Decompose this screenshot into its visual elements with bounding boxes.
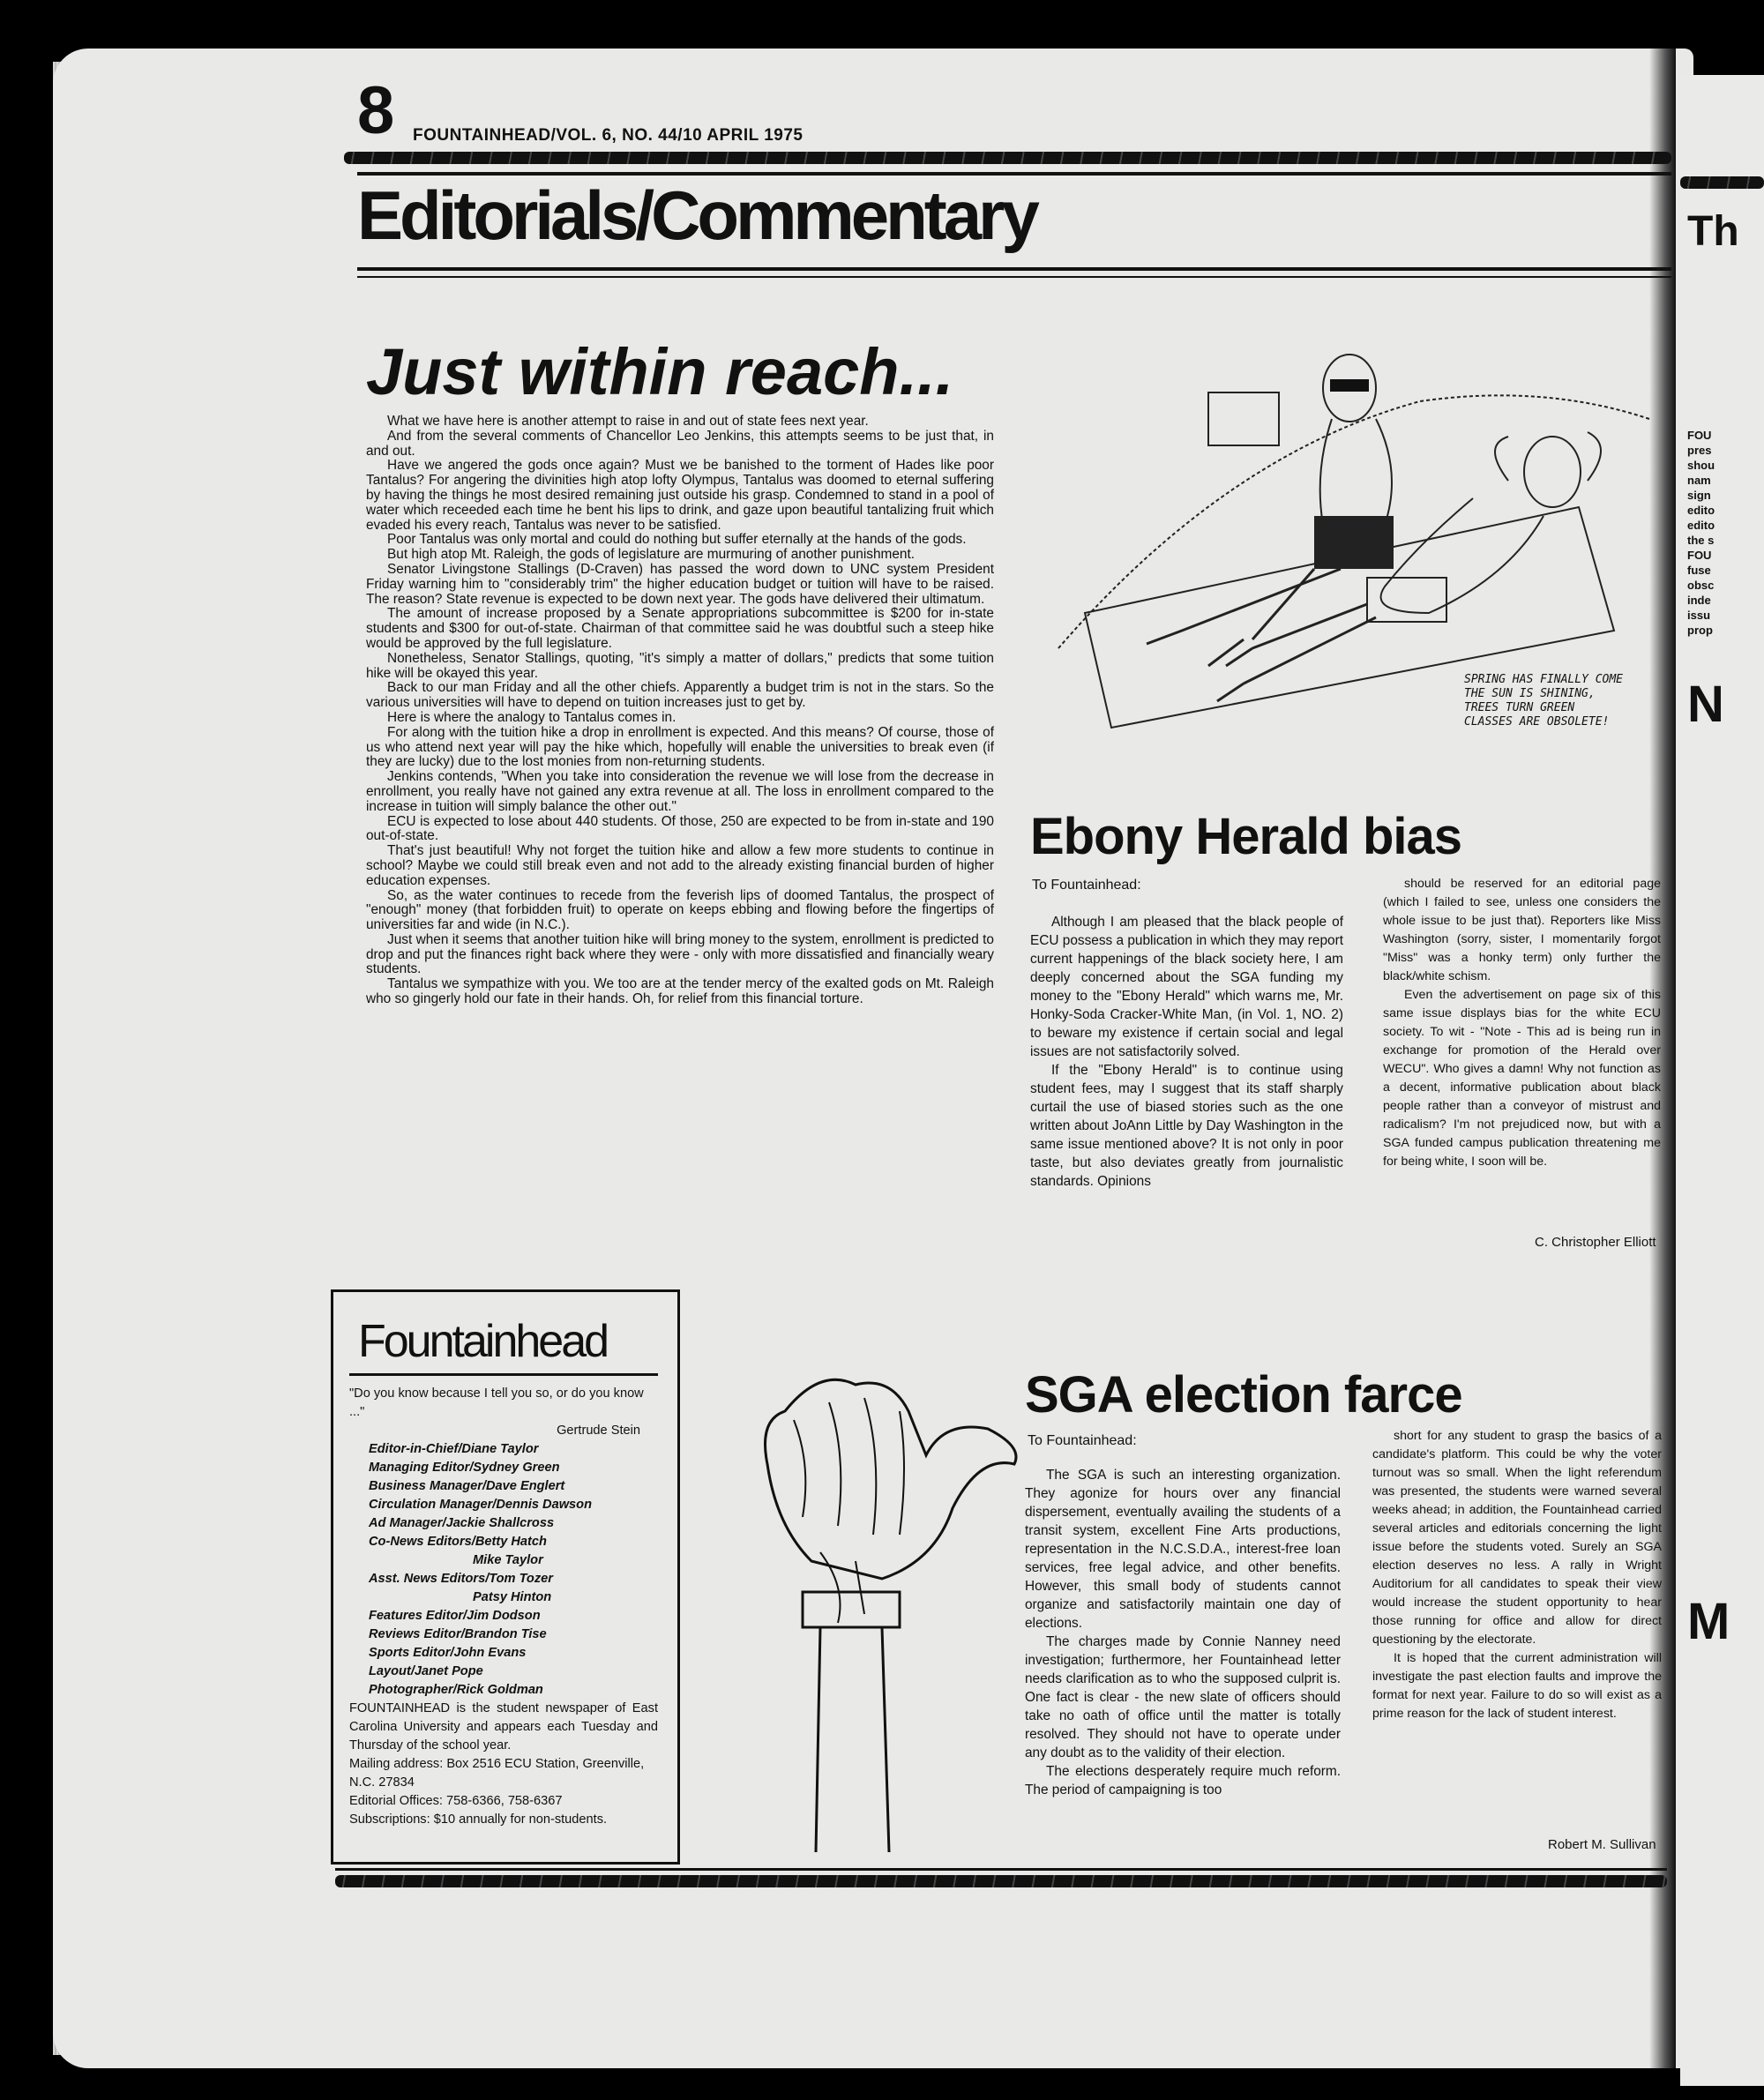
editorial-paragraph: But high atop Mt. Raleigh, the gods of legislature are murmuring of another punishment. (387, 547, 916, 563)
letter2-paragraph: The charges made by Connie Nanney need investigation; furthermore, her Fountainhead letter needs clarification as to who the supposed culprit is. One fact is clear - the new slate of officers should take no oath of office until the matter is totally resolved. They should not have to operate under any doubt as to the validity of their election. (1025, 1634, 1341, 1760)
editorial-headline: Just within reach... (366, 335, 954, 408)
staff-box-logo: Fountainhead (358, 1316, 608, 1367)
staff-box-rule (349, 1373, 658, 1376)
staff-description: FOUNTAINHEAD is the student newspaper of East Carolina University and appears each Tuesday and Thursday of the school year. (349, 1701, 658, 1752)
cartoon-caption-line: CLASSES ARE OBSOLETE! (1464, 715, 1610, 729)
editorial-paragraph: And from the several comments of Chancellor Leo Jenkins, this attempts seems to be just that, in and out. (366, 428, 994, 459)
adjacent-text-fragment: sign (1687, 489, 1711, 502)
staff-member: Business Manager/Dave Englert (369, 1479, 565, 1493)
editorial-paragraph: Jenkins contends, "When you take into consideration the revenue we will lose from the decrease in enrollment, you really have not gained any extra revenue at all. The loss in enrollment compared to the increase in tuition will simply balance the other out." (366, 769, 994, 814)
letter2-paragraph: The elections desperately require much reform. The period of campaigning is too (1025, 1764, 1341, 1797)
letter1-paragraph: If the "Ebony Herald" is to continue using student fees, may I suggest that its staff sharply curtail the use of biased stories such as the one written about JoAnn Little by Day Washington in the same issue mentioned above? It is not only in poor taste, but also deviates greatly from journalistic standards. Opinions (1030, 1063, 1343, 1189)
adjacent-fragments (1687, 428, 1715, 638)
adjacent-text-fragment: inde (1687, 594, 1711, 607)
editorial-paragraph: Just when it seems that another tuition hike will bring money to the system, enrollment is predicted to drop and put the finances right back where they were - only with more dissatisfied and financially weary students. (366, 931, 994, 977)
cartoon-caption (1464, 673, 1676, 729)
section-title: Editorials/Commentary (357, 176, 1036, 254)
editorial-paragraph: ECU is expected to lose about 440 students. Of those, 250 are expected to be from in-state and 190 out-of-state. (366, 813, 994, 844)
letter1-column-1 (1030, 913, 1343, 1191)
adjacent-text-fragment: obsc (1687, 579, 1715, 592)
footer-wavy-rule (335, 1875, 1667, 1887)
letter1-paragraph: should be reserved for an editorial page (which I failed to see, unless one considers the whole issue to be just that). Reporters like Miss Washington (sorry, sister, I momentarily forgot "Miss" was a honky term) only further the black/white schism. (1383, 877, 1661, 983)
staff-box (331, 1289, 680, 1865)
letter1-column-2 (1383, 875, 1661, 1171)
footer-rule (335, 1868, 1667, 1871)
masthead: FOUNTAINHEAD/VOL. 6, NO. 44/10 APRIL 1975 (413, 126, 804, 145)
adjacent-text-fragment: edito (1687, 519, 1715, 532)
editorial-paragraph: Senator Livingstone Stallings (D-Craven) has passed the word down to UNC system President Friday warning him to "considerably trim" the higher education budget or tuition will have to be raised. The reason? State revenue is expected to be down next year. The gods have delivered their ultimatum. (366, 561, 994, 607)
staff-member: Sports Editor/John Evans (369, 1646, 527, 1660)
letter2-signature: Robert M. Sullivan (1548, 1837, 1656, 1852)
page-number: 8 (357, 73, 395, 148)
letter1-paragraph: Although I am pleased that the black people of ECU possess a publication in which they may report current happenings of the black society here, I am deeply concerned about the SGA funding my money to the "Ebony Herald" which warns me, Mr. Honky-Soda Cracker-White Man, (in Vol. 1, NO. 2) to beware my existence if certain social and legal issues are not satisfactorily solved. (1030, 915, 1344, 1059)
letter2-headline: SGA election farce (1025, 1366, 1462, 1424)
editorial-body (366, 415, 994, 1007)
editorial-paragraph: For along with the tuition hike a drop in enrollment is expected. And this means? Of course, those of us who attend next year will pay the hike which, hopefully will enable the universities to break even (if they are lucky) due to the lost monies from non-returning students. (366, 724, 994, 770)
adjacent-header: Th (1687, 208, 1739, 255)
staff-editorial-offices: Editorial Offices: 758-6366, 758-6367 (349, 1794, 563, 1808)
staff-member: Co-News Editors/Betty Hatch (369, 1535, 547, 1549)
staff-member: Layout/Janet Pope (369, 1664, 483, 1678)
editorial-paragraph: So, as the water continues to recede from the feverish lips of doomed Tantalus, the prospect of "enough" money (that forbidden fruit) to operate on keeps ebbing and flowing before the fingertips of universities far and wide (in N.C.). (366, 887, 994, 933)
staff-member: Photographer/Rick Goldman (369, 1683, 543, 1697)
staff-subscriptions: Subscriptions: $10 annually for non-students. (349, 1812, 608, 1827)
cartoon-caption-line: TREES TURN GREEN (1464, 701, 1575, 714)
staff-member: Managing Editor/Sydney Green (369, 1461, 560, 1475)
thumbs-down-drawing (732, 1358, 1032, 1861)
staff-member: Patsy Hinton (473, 1590, 552, 1604)
editorial-paragraph: That's just beautiful! Why not forget the tuition hike and allow a few more students to continue in school? Maybe we could still break even and not add to the already existing financial burden of higher education expenses. (366, 843, 994, 888)
staff-quote-author: Gertrude Stein (557, 1424, 640, 1438)
adjacent-heading-2: M (1687, 1593, 1730, 1650)
staff-member: Asst. News Editors/Tom Tozer (369, 1572, 553, 1586)
adjacent-wavy-rule (1680, 176, 1764, 189)
editorial-paragraph: Here is where the analogy to Tantalus comes in. (387, 709, 676, 725)
adjacent-text-fragment: fuse (1687, 564, 1711, 577)
adjacent-text-fragment: the s (1687, 534, 1715, 547)
editorial-paragraph: Back to our man Friday and all the other chiefs. Apparently a budget trim is not in the stars. So the various universities will have to depend on tuition increases just to get by. (366, 680, 994, 711)
adjacent-text-fragment: shou (1687, 459, 1715, 472)
staff-member: Reviews Editor/Brandon Tise (369, 1627, 547, 1641)
adjacent-text-fragment: FOU (1687, 429, 1712, 442)
cartoon-caption-line: SPRING HAS FINALLY COME (1464, 673, 1624, 686)
editorial-paragraph: The amount of increase proposed by a Senate appropriations subcommittee is $200 for in-state students and $300 for out-of-state. Chairman of that committee said he was doubtful such a steep hike would be approved by the full legislature. (366, 606, 994, 651)
staff-member: Mike Taylor (473, 1553, 543, 1567)
adjacent-text-fragment: edito (1687, 504, 1715, 517)
section-rule-1 (357, 267, 1671, 271)
header-rule (357, 172, 1671, 176)
header-wavy-rule (344, 152, 1671, 164)
cartoon-caption-line: THE SUN IS SHINING, (1464, 687, 1596, 700)
staff-member: Circulation Manager/Dennis Dawson (369, 1498, 593, 1512)
staff-box-body (349, 1385, 658, 1829)
letter1-signature: C. Christopher Elliott (1535, 1235, 1656, 1250)
staff-member: Ad Manager/Jackie Shallcross (369, 1516, 555, 1530)
staff-member: Features Editor/Jim Dodson (369, 1609, 541, 1623)
staff-list (349, 1440, 658, 1700)
adjacent-text-fragment: nam (1687, 474, 1711, 487)
editorial-paragraph: Poor Tantalus was only mortal and could do nothing but suffer eternally at the hands of the gods. (387, 532, 967, 548)
letter2-paragraph: It is hoped that the current administration will investigate the past election faults and improve the format for next year. Failure to do so will exist as a prime reason for the lack of student interest. (1372, 1651, 1662, 1721)
letter2-paragraph: short for any student to grasp the basics of a candidate's platform. This could be why the voter turnout was so small. When the light referendum was presented, the students were warned several weeks ahead; in addition, the Fountainhead carried several articles and editorials concerning the light issue before the students voted. Surely an SGA election deserves no less. A rally in Wright Auditorium for all candidates to speak their view would increase the student opportunity to hear those running for office and allow for direct questioning by the electorate. (1372, 1429, 1662, 1647)
adjacent-text-fragment: prop (1687, 624, 1713, 637)
letter1-salutation: To Fountainhead: (1032, 878, 1141, 893)
letter1-paragraph: Even the advertisement on page six of this same issue displays bias for the white ECU society. To wit - "Note - This ad is being run in exchange for promotion of the Herald over WECU". Who gives a damn! Why not function as a decent, informative publication about black people rather than a conveyor of mistrust and radicalism? I'm not prejudiced now, but with a SGA funded campus publication threatening me for being white, I soon will be. (1383, 988, 1661, 1169)
letter1-headline: Ebony Herald bias (1030, 808, 1462, 865)
section-rule-2 (357, 276, 1671, 278)
staff-member: Editor-in-Chief/Diane Taylor (369, 1442, 539, 1456)
adjacent-heading-1: N (1687, 676, 1724, 733)
editorial-paragraph: Tantalus we sympathize with you. We too are at the tender mercy of the exalted gods on Mt. Raleigh who so gingerly hold our fate in their hands. Oh, for relief from this financial torture. (366, 976, 994, 1007)
adjacent-text-fragment: pres (1687, 444, 1712, 457)
adjacent-page (1680, 75, 1764, 2086)
letter2-column-2 (1372, 1427, 1662, 1723)
editorial-paragraph: What we have here is another attempt to raise in and out of state fees next year. (387, 414, 869, 429)
editorial-paragraph: Have we angered the gods once again? Must we be banished to the torment of Hades like poor Tantalus? For angering the divinities high atop lofty Olympus, Tantalus was doomed to eternal suffering by having the things he most desired remaining just outside his grasp. Condemned to stand in a pool of water which receeded each time he bent his lips to drink, and gaze upon beautiful tantalizing fruit which evaded his every reach, Tantalus was never to be satisfied. (366, 458, 994, 533)
letter2-salutation: To Fountainhead: (1028, 1433, 1137, 1448)
adjacent-text-fragment: issu (1687, 609, 1711, 622)
staff-mailing-address: Mailing address: Box 2516 ECU Station, Greenville, N.C. 27834 (349, 1757, 645, 1790)
staff-quote: "Do you know because I tell you so, or do you know ..." (349, 1386, 644, 1419)
editorial-paragraph: Nonetheless, Senator Stallings, quoting, "it's simply a matter of dollars," predicts that some tuition hike will be okayed this year. (366, 650, 994, 681)
letter2-paragraph: The SGA is such an interesting organization. They agonize for hours over any financial dispersement, eventually availing the students of a transit system, excellent Fine Arts productions, representation in the N.C.S.D.A., interest-free loan services, free legal advice, and other benefits. However, this small body of students cannot organize and satisfactorily maintain one day of elections. (1025, 1468, 1341, 1631)
adjacent-text-fragment: FOU (1687, 549, 1712, 562)
letter2-column-1 (1025, 1466, 1341, 1799)
